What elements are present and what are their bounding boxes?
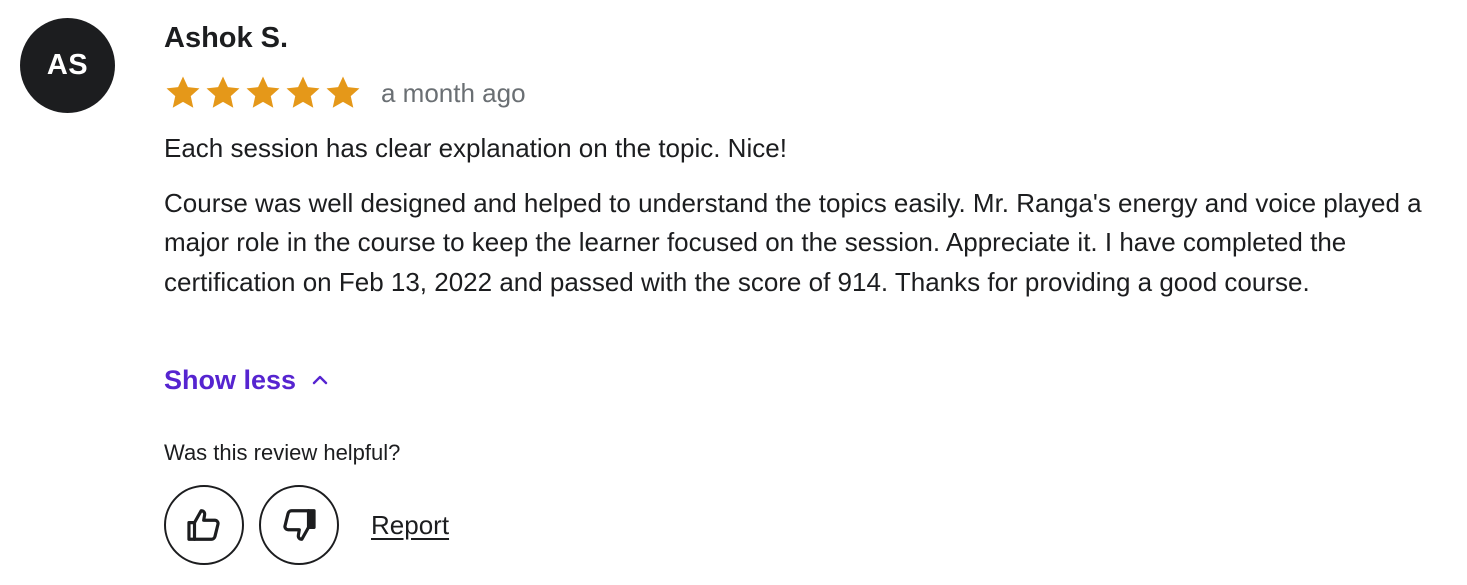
show-less-label: Show less — [164, 365, 297, 395]
rating-row — [164, 73, 526, 113]
thumbs-down-button[interactable] — [259, 485, 339, 565]
show-less-button[interactable] — [164, 362, 330, 398]
star-icon — [284, 74, 322, 112]
thumbs-down-icon — [280, 506, 318, 544]
avatar — [20, 18, 115, 113]
star-icon — [244, 74, 282, 112]
review-body: Course was well designed and helped to understand the topics easily. Mr. Ranga's energy and voice played a major role in the course to keep the learner focused on the session. Appreciate it. I have completed the certification on Feb 13, 2022 and passed with the score of 914. Thanks for providing a good course. — [164, 188, 1422, 297]
review-time: a month ago — [381, 78, 526, 108]
star-icon — [164, 74, 202, 112]
review-summary: Each session has clear explanation on the topic. Nice! — [164, 133, 787, 163]
thumbs-up-icon — [185, 506, 223, 544]
review-actions — [164, 485, 449, 565]
star-icon — [204, 74, 242, 112]
reviewer-name: Ashok S. — [164, 22, 289, 54]
report-link[interactable]: Report — [371, 509, 450, 540]
thumbs-up-button[interactable] — [164, 485, 244, 565]
avatar-initials: AS — [46, 49, 89, 81]
helpful-prompt: Was this review helpful? — [164, 440, 401, 465]
star-icon — [324, 74, 362, 112]
star-rating — [164, 74, 362, 112]
chevron-up-icon — [310, 370, 330, 390]
